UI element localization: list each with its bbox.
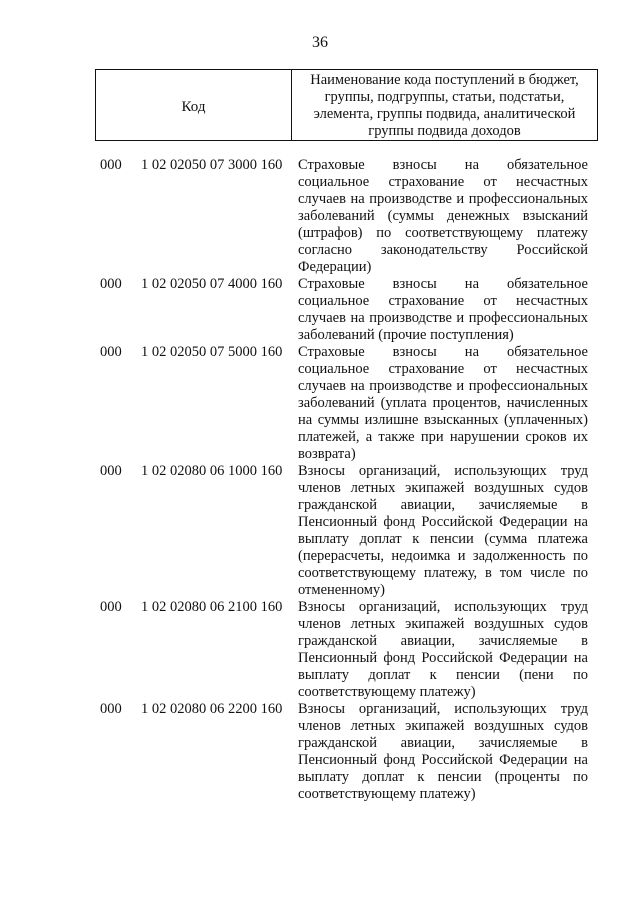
row-admin-code: 000 bbox=[100, 701, 122, 717]
row-income-code: 1 02 02080 06 2200 160 bbox=[141, 701, 283, 717]
table-row bbox=[0, 701, 640, 803]
row-description: Страховые взносы на обязательное социальное страхование от несчастных случаев на производстве и профессиональных заболеваний (прочие поступления) bbox=[298, 276, 588, 343]
table-header bbox=[95, 69, 598, 141]
header-code-label: Код bbox=[96, 70, 292, 140]
table-row bbox=[0, 276, 640, 344]
table-row bbox=[0, 157, 640, 276]
row-income-code: 1 02 02080 06 1000 160 bbox=[141, 463, 283, 479]
row-admin-code: 000 bbox=[100, 463, 122, 479]
row-income-code: 1 02 02050 07 3000 160 bbox=[141, 157, 283, 173]
table-row bbox=[0, 344, 640, 463]
row-description: Взносы организаций, использующих труд членов летных экипажей воздушных судов гражданской авиации, зачисляемые в Пенсионный фонд Российской Федерации на выплату доплат к пенсии (проценты по соответствующему платежу) bbox=[298, 701, 588, 802]
row-description: Взносы организаций, использующих труд членов летных экипажей воздушных судов гражданской авиации, зачисляемые в Пенсионный фонд Российской Федерации на выплату доплат к пенсии (пени по соответствующему платежу) bbox=[298, 599, 588, 700]
table-row bbox=[0, 599, 640, 701]
row-admin-code: 000 bbox=[100, 157, 122, 173]
page-number: 36 bbox=[312, 34, 328, 51]
row-description: Страховые взносы на обязательное социальное страхование от несчастных случаев на производстве и профессиональных заболеваний (суммы денежных взысканий (штрафов) по соответствующему платежу согласно законодательству Российской Федерации) bbox=[298, 157, 588, 275]
row-income-code: 1 02 02050 07 5000 160 bbox=[141, 344, 283, 360]
table-body bbox=[0, 157, 640, 803]
row-description: Страховые взносы на обязательное социальное страхование от несчастных случаев на производстве и профессиональных заболеваний (уплата процентов, начисленных на суммы излишне взысканных (уплаченных) платежей, а также при нарушении сроков их возврата) bbox=[298, 344, 588, 462]
row-admin-code: 000 bbox=[100, 276, 122, 292]
row-income-code: 1 02 02050 07 4000 160 bbox=[141, 276, 283, 292]
row-description: Взносы организаций, использующих труд членов летных экипажей воздушных судов гражданской авиации, зачисляемые в Пенсионный фонд Российской Федерации на выплату доплат к пенсии (сумма платежа (перерасчеты, недоимка и задолженность по соответствующему платежу, в том числе по отмененному) bbox=[298, 463, 588, 598]
row-admin-code: 000 bbox=[100, 344, 122, 360]
header-name-label: Наименование кода поступлений в бюджет, группы, подгруппы, статьи, подстатьи, элемента, группы подвида, аналитической группы подвида доходов bbox=[310, 72, 579, 139]
row-income-code: 1 02 02080 06 2100 160 bbox=[141, 599, 283, 615]
table-row bbox=[0, 463, 640, 599]
row-admin-code: 000 bbox=[100, 599, 122, 615]
